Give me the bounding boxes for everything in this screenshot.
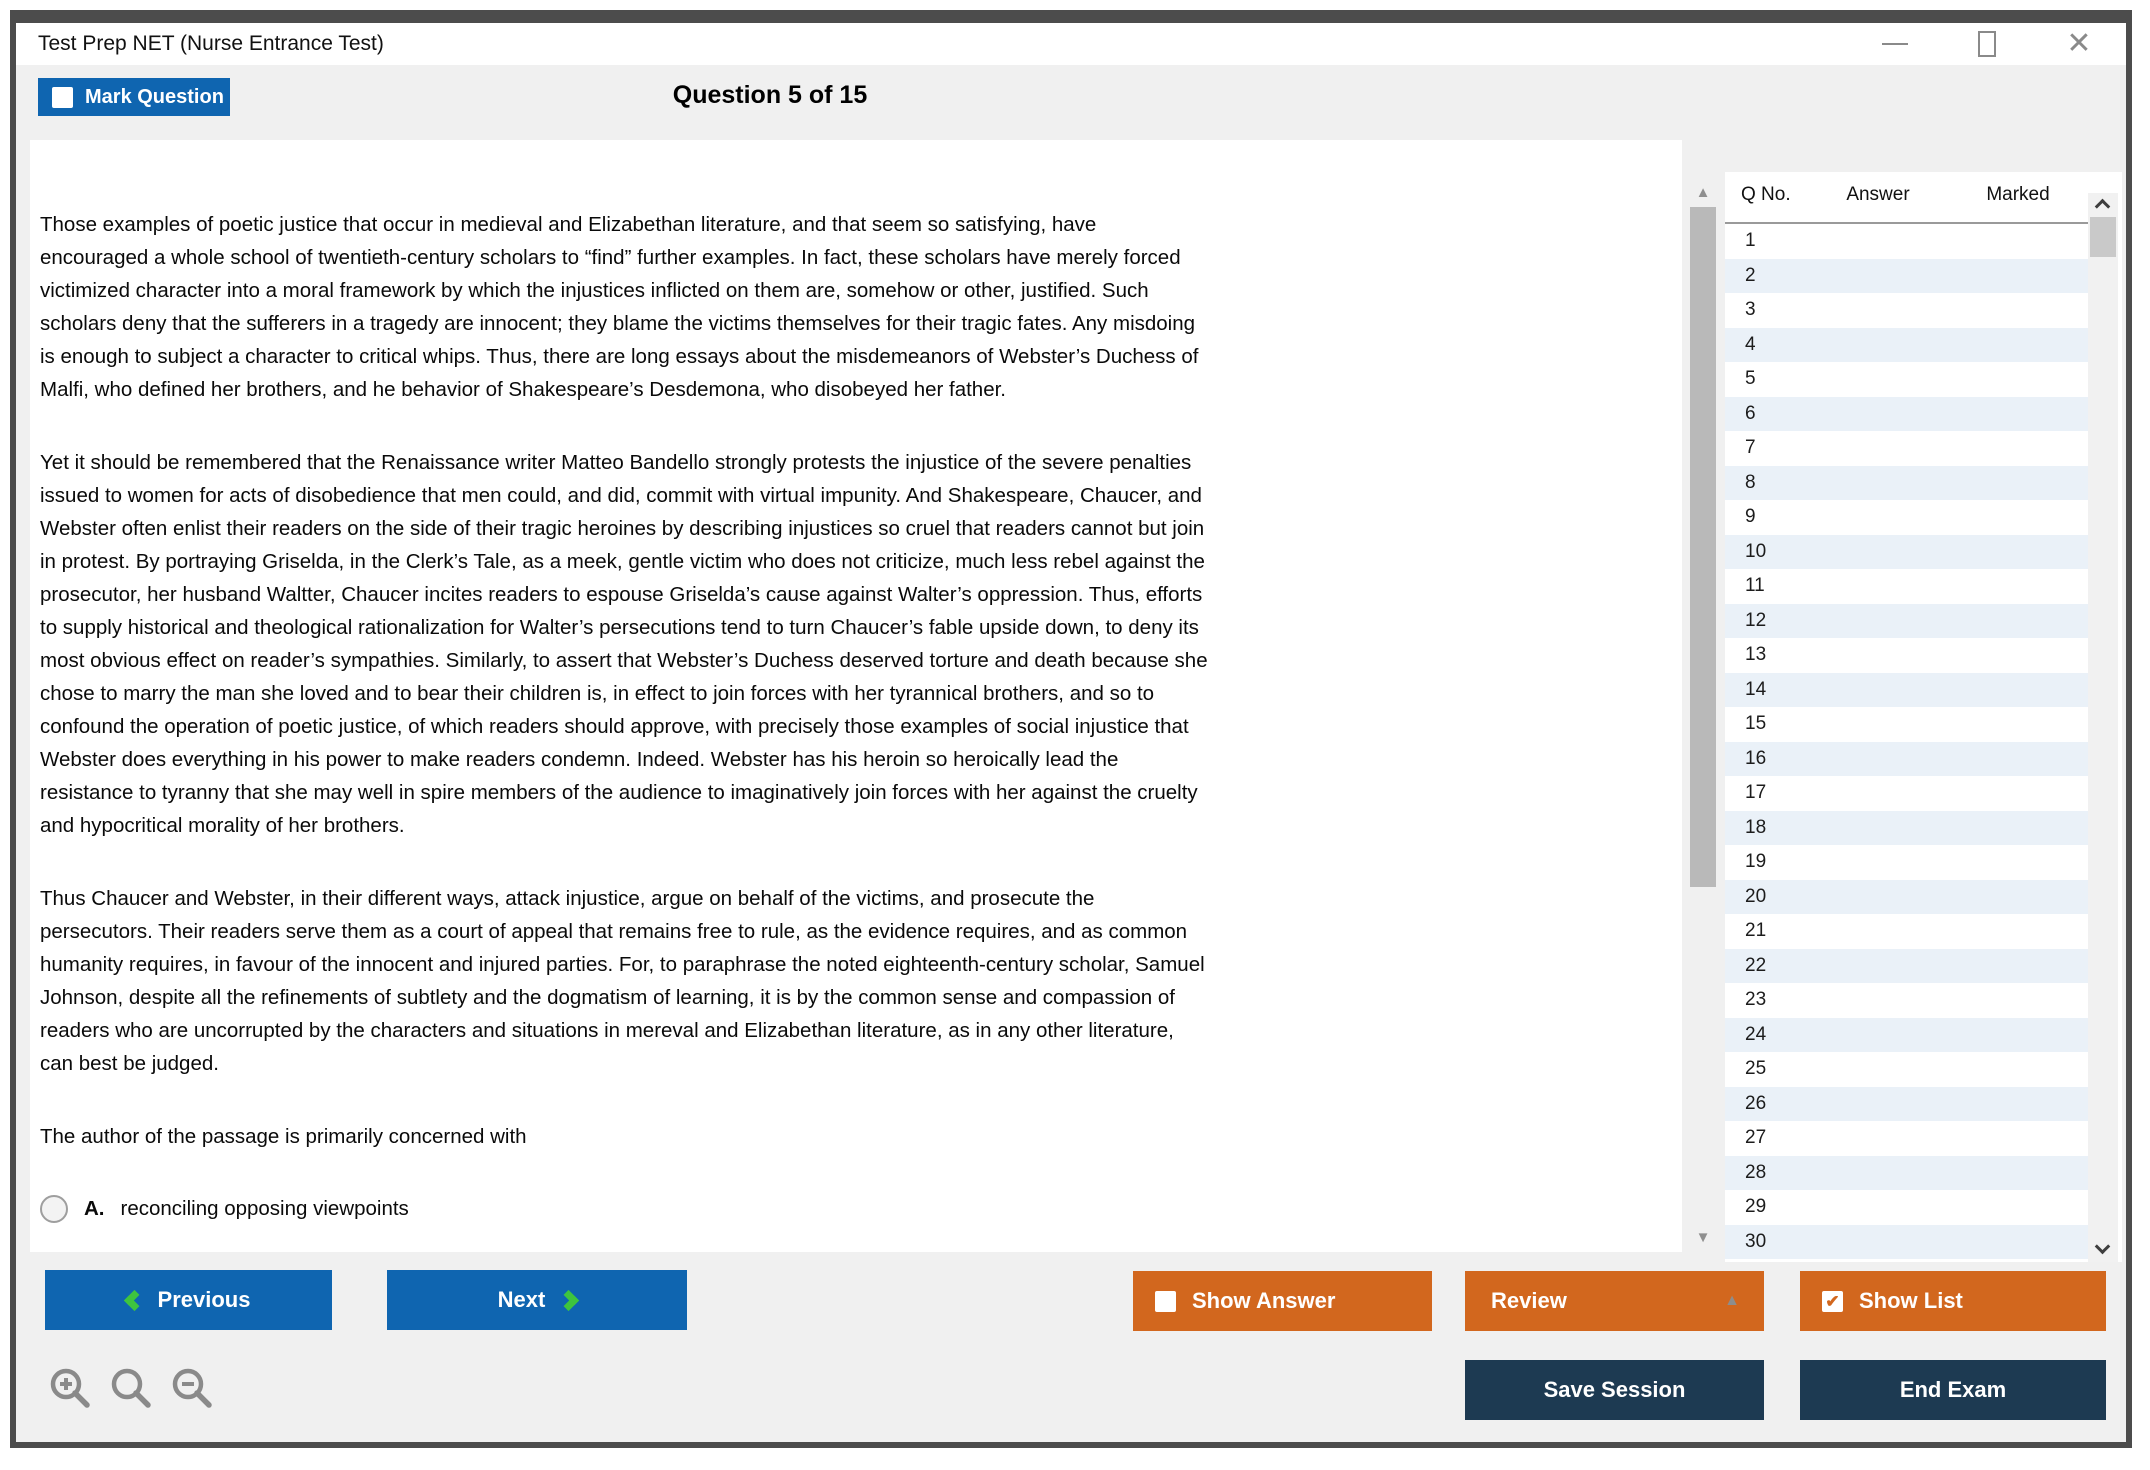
col-header-answer: Answer [1846, 184, 1910, 205]
maximize-button[interactable] [1970, 23, 2004, 65]
question-row-cell-qno: 1 [1745, 230, 1756, 252]
save-session-button[interactable] [1465, 1360, 1764, 1420]
show-answer-button[interactable] [1133, 1271, 1432, 1331]
end-exam-button[interactable] [1800, 1360, 2106, 1420]
show-answer-label: Show Answer [1192, 1288, 1336, 1313]
check-icon: ✔ [1825, 1291, 1840, 1311]
triangle-up-icon: ▲ [1724, 1292, 1740, 1309]
question-row-cell-qno: 14 [1745, 678, 1767, 700]
list-scrollbar-thumb[interactable] [2090, 217, 2116, 257]
question-row-cell-qno: 29 [1745, 1196, 1767, 1218]
question-row-cell-qno: 18 [1745, 816, 1767, 838]
chevron-up-icon[interactable] [2095, 199, 2111, 215]
question-row[interactable] [1725, 569, 2088, 604]
chevron-down-icon[interactable] [2095, 1239, 2111, 1255]
question-row[interactable] [1725, 707, 2088, 742]
question-list-panel [1725, 172, 2122, 1262]
window-controls [1878, 23, 2096, 65]
question-row-cell-qno: 22 [1745, 954, 1767, 976]
end-exam-label: End Exam [1899, 1377, 2007, 1402]
show-list-button[interactable] [1800, 1271, 2106, 1331]
question-row-cell-qno: 30 [1745, 1230, 1767, 1252]
window-title: Test Prep NET (Nurse Entrance Test) [38, 32, 384, 55]
question-row[interactable] [1725, 328, 2088, 363]
previous-button[interactable] [45, 1270, 332, 1330]
question-prompt: The author of the passage is primarily concerned with [40, 1125, 527, 1148]
radio-button[interactable] [40, 1195, 68, 1223]
question-row-cell-qno: 17 [1745, 782, 1767, 804]
chevron-right-icon [558, 1289, 579, 1310]
question-row[interactable] [1725, 1225, 2088, 1260]
question-row-cell-qno: 11 [1745, 575, 1765, 597]
question-row-cell-qno: 25 [1745, 1058, 1767, 1080]
question-row-cell-qno: 12 [1745, 609, 1767, 631]
question-row-cell-qno: 2 [1745, 264, 1756, 286]
question-row[interactable] [1725, 535, 2088, 570]
chevron-left-icon [123, 1289, 144, 1310]
zoom-in-icon[interactable] [46, 1365, 96, 1415]
passage-scrollbar-thumb[interactable] [1690, 207, 1716, 887]
question-row[interactable] [1725, 397, 2088, 432]
question-row-cell-qno: 5 [1745, 368, 1756, 390]
minimize-button[interactable] [1878, 23, 1912, 65]
question-row-cell-qno: 16 [1745, 747, 1767, 769]
question-counter: Question 5 of 15 [672, 81, 868, 109]
question-row-cell-qno: 7 [1745, 437, 1756, 459]
question-row-cell-qno: 28 [1745, 1161, 1767, 1183]
passage-panel [30, 140, 1682, 1252]
question-row[interactable] [1725, 604, 2088, 639]
next-button[interactable] [387, 1270, 687, 1330]
question-row-cell-qno: 3 [1745, 299, 1756, 321]
question-row[interactable] [1725, 466, 2088, 501]
passage-paragraph: Those examples of poetic justice that occur in medieval and Elizabethan literature, and that seem so satisfying, have encouraged a whole school of twentieth-century scholars to “find” further examples. In fact, these scholars have merely forced victimized character into a moral framework by which the injustices inflicted on them are, somehow or other, justified. Such scholars deny that the sufferers in a tragedy are innocent; they blame the victims themselves for their tragic fates. Any misdoing is enough to subject a character to critical whips. Thus, there are long essays about the misdemeanors of Webster’s Duchess of Malfi, who defined her brothers, and he behavior of Shakespeare’s Desdemona, who disobeyed her father. [40, 213, 1199, 401]
question-row[interactable] [1725, 1190, 2088, 1225]
question-row[interactable] [1725, 811, 2088, 846]
question-row[interactable] [1725, 638, 2088, 673]
passage-paragraph: Yet it should be remembered that the Renaissance writer Matteo Bandello strongly protests the injustice of the severe penalties issued to women for acts of disobedience that men could, and did, commit with virtual impunity. And Shakespeare, Chaucer, and Webster often enlist their readers on the side of their tragic heroines by describing injustices so cruel that readers cannot but join in protest. By portraying Griselda, in the Clerk’s Tale, as a meek, gentle victim who does not criticize, much less rebel against the prosecutor, her husband Waltter, Chaucer incites readers to espouse Griselda’s cause against Walter’s oppression. Thus, efforts to supply historical and theological rationalization for Walter’s persecutions tend to turn Chaucer’s fable upside down, to deny its most obvious effect on reader’s sympathies. Similarly, to assert that Webster’s Duchess deserved torture and death because she chose to marry the man she loved and to bear their children is, in effect to join forces with her tyrannical brothers, and so to confound the operation of poetic justice, of which readers should approve, with precisely those examples of social injustice that Webster does everything in his power to make readers condemn. Indeed. Webster has his heroin so heroically lead the resistance to tyranny that she may well in spire members of the audience to imaginatively join forces with her against the cruelty and hypocritical morality of her brothers. [40, 451, 1208, 837]
zoom-out-icon[interactable] [168, 1365, 218, 1415]
question-row-cell-qno: 10 [1745, 540, 1767, 562]
option-text: reconciling opposing viewpoints [120, 1197, 409, 1220]
question-row-cell-qno: 13 [1745, 644, 1767, 666]
answer-option-a[interactable] [40, 1195, 1682, 1223]
question-row[interactable] [1725, 1018, 2088, 1053]
question-row[interactable] [1725, 500, 2088, 535]
question-row-cell-qno: 19 [1745, 851, 1767, 873]
show-list-label: Show List [1859, 1288, 1963, 1313]
mark-question-button[interactable] [38, 78, 230, 116]
question-row[interactable] [1725, 362, 2088, 397]
question-row[interactable] [1725, 673, 2088, 708]
question-row-cell-qno: 15 [1745, 713, 1767, 735]
question-row[interactable] [1725, 1087, 2088, 1122]
scroll-down-arrow-icon[interactable]: ▼ [1695, 1229, 1711, 1246]
question-row-cell-qno: 20 [1745, 885, 1767, 907]
question-row-cell-qno: 9 [1745, 506, 1756, 528]
close-button[interactable]: ✕ [2066, 27, 2092, 60]
question-row-cell-qno: 26 [1745, 1092, 1767, 1114]
main-area [16, 65, 2126, 1442]
minimize-icon [1882, 43, 1908, 45]
app-window [10, 10, 2132, 1448]
question-row[interactable] [1725, 431, 2088, 466]
passage-paragraph: Thus Chaucer and Webster, in their different ways, attack injustice, argue on behalf of the victims, and prosecute the persecutors. Their readers serve them as a court of appeal that remains free to rule, as the evidence requires, and as common humanity requires, in favour of the innocent and injured parties. For, to paraphrase the noted eighteenth-century scholar, Samuel Johnson, despite all the refinements of subtlety and the dogmatism of learning, it is by the common sense and compassion of readers who are uncorrupted by the characters and situations in mereval and Elizabethan literature, as in any other literature, can best be judged. [40, 887, 1205, 1075]
maximize-icon [1978, 31, 1996, 57]
question-row[interactable] [1725, 880, 2088, 915]
question-row[interactable] [1725, 1121, 2088, 1156]
scroll-up-arrow-icon[interactable]: ▲ [1695, 184, 1711, 201]
question-row[interactable] [1725, 259, 2088, 294]
next-label: Next [497, 1287, 546, 1312]
question-row[interactable] [1725, 914, 2088, 949]
question-row-cell-qno: 6 [1745, 402, 1756, 424]
question-list-rows [1725, 224, 2088, 1262]
zoom-reset-icon[interactable] [107, 1365, 157, 1415]
question-row-cell-qno: 23 [1745, 989, 1767, 1011]
question-row[interactable] [1725, 845, 2088, 880]
list-scrollbar[interactable] [2088, 193, 2118, 1262]
previous-label: Previous [157, 1287, 251, 1312]
col-header-qno: Q No. [1741, 184, 1791, 205]
question-row[interactable] [1725, 224, 2088, 259]
question-row[interactable] [1725, 983, 2088, 1018]
question-row-cell-qno: 27 [1745, 1127, 1767, 1149]
question-row-cell-qno: 21 [1745, 920, 1767, 942]
question-row[interactable] [1725, 1156, 2088, 1191]
question-row-cell-qno: 4 [1745, 333, 1756, 355]
question-list-header [1725, 172, 2122, 222]
show-answer-checkbox-icon[interactable] [1155, 1291, 1176, 1312]
question-row[interactable] [1725, 1052, 2088, 1087]
question-row-cell-qno: 24 [1745, 1023, 1767, 1045]
col-header-marked: Marked [1986, 184, 2050, 205]
question-row[interactable] [1725, 293, 2088, 328]
option-letter: A. [84, 1197, 105, 1220]
title-bar [16, 23, 2126, 65]
mark-question-checkbox-icon[interactable] [52, 87, 73, 108]
question-row[interactable] [1725, 776, 2088, 811]
save-session-label: Save Session [1543, 1377, 1686, 1402]
passage-scrollbar[interactable] [1688, 183, 1718, 1252]
mark-question-label: Mark Question [85, 85, 224, 108]
question-row[interactable] [1725, 742, 2088, 777]
review-label: Review [1491, 1288, 1567, 1313]
question-row-cell-qno: 8 [1745, 471, 1756, 493]
question-row[interactable] [1725, 949, 2088, 984]
show-list-checkbox-icon[interactable] [1822, 1291, 1843, 1312]
review-button[interactable] [1465, 1271, 1764, 1331]
zoom-toolbar [46, 1365, 218, 1415]
